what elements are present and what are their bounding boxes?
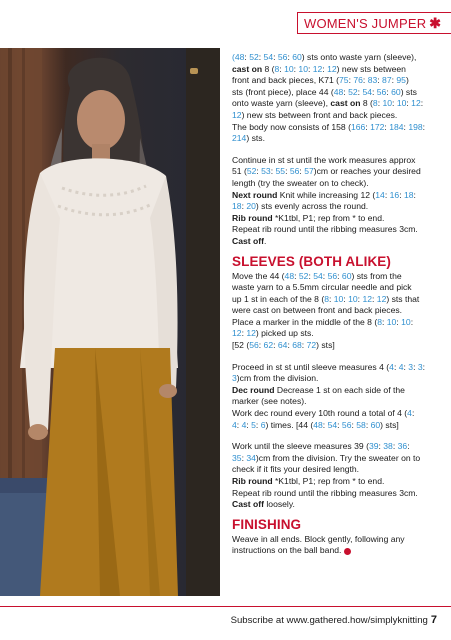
- text-run: front and back pieces, K71 (: [232, 75, 340, 86]
- text-run: :: [410, 316, 414, 327]
- size-number: 38: [383, 441, 393, 452]
- text-run: were cast on between front and back pieces.: [232, 305, 403, 316]
- text-run: :: [365, 121, 371, 132]
- size-number: 72: [306, 340, 317, 351]
- text-run: :: [293, 63, 299, 74]
- size-number: 64: [277, 340, 288, 351]
- text-run: *K1tbl, P1; rep from * to end.: [272, 476, 385, 486]
- size-number: 4: [389, 361, 394, 372]
- text-line: [232, 534, 438, 546]
- size-number: 48: [313, 419, 323, 430]
- size-number: 54: [362, 86, 372, 97]
- text-run: :: [357, 293, 363, 304]
- size-number: 54: [313, 270, 323, 281]
- text-run: :: [287, 52, 293, 62]
- text-run: Weave in all ends. Block gently, following any: [232, 533, 405, 544]
- text-line: [232, 453, 438, 465]
- text-run: ) picked up sts.: [255, 328, 314, 339]
- size-number: 4: [241, 419, 247, 430]
- size-number: 214: [232, 133, 247, 144]
- size-number: 10: [333, 293, 344, 304]
- size-number: 8: [324, 293, 329, 304]
- text-run: check if it fits your desired length.: [232, 464, 360, 475]
- size-number: 4: [407, 408, 412, 419]
- text-run: 8 (: [360, 98, 373, 109]
- text-run: Repeat rib round until the ribbing measures 3cm.: [232, 224, 418, 235]
- size-number: 54: [327, 419, 338, 430]
- page-number: 7: [430, 614, 437, 626]
- text-line: [232, 110, 438, 122]
- text-run: :: [413, 361, 418, 372]
- text-run: Proceed in st st until sleeve measures 4 (: [232, 361, 390, 372]
- size-number: 10: [284, 63, 294, 74]
- finishing-heading: FINISHING: [232, 516, 302, 532]
- text-run: The body now consists of 158 (: [232, 121, 351, 132]
- text-line: [232, 224, 438, 236]
- text-run: :: [299, 166, 305, 177]
- size-number: 56: [341, 419, 352, 430]
- text-run: :: [362, 75, 368, 86]
- text-line: [232, 178, 438, 190]
- asterisk-icon: ✱: [429, 14, 442, 31]
- size-number: 39: [368, 441, 379, 452]
- text-run: marker (see notes).: [232, 396, 307, 407]
- size-number: 3: [232, 373, 237, 384]
- size-number: 57: [304, 166, 314, 177]
- text-run: :: [399, 189, 404, 200]
- text-run: :: [386, 86, 392, 97]
- text-run: :: [258, 340, 264, 351]
- text-run: :: [322, 63, 328, 74]
- text-line: [232, 282, 438, 294]
- text-run: :: [343, 86, 349, 97]
- text-run: :: [270, 166, 276, 177]
- size-number: (48: [232, 52, 245, 62]
- text-run: :: [308, 270, 314, 281]
- size-number: 12: [376, 293, 387, 304]
- text-run: :: [403, 361, 409, 372]
- text-run: ) sts.: [246, 133, 265, 144]
- text-run: :: [348, 75, 354, 86]
- bold-term: Dec round: [232, 384, 275, 395]
- size-number: 60: [292, 52, 302, 62]
- text-run: :: [307, 63, 313, 74]
- text-run: :: [337, 419, 342, 430]
- size-number: 76: [353, 75, 363, 86]
- text-run: :: [256, 166, 262, 177]
- text-line: [232, 166, 438, 178]
- size-number: 10: [348, 293, 358, 304]
- text-run: :: [378, 441, 384, 452]
- text-line: [232, 75, 438, 87]
- text-run: Continue in st st until the work measures approx: [232, 154, 416, 165]
- size-number: 36: [397, 441, 408, 452]
- text-run: :: [372, 86, 377, 97]
- size-number: 56: [277, 52, 288, 62]
- text-run: ) sts: [400, 86, 417, 97]
- text-run: Repeat rib round until the ribbing measures 3cm.: [232, 487, 418, 498]
- size-number: 53: [261, 166, 271, 177]
- size-number: 52: [298, 270, 309, 281]
- text-line: [232, 52, 438, 64]
- size-number: 60: [391, 86, 401, 97]
- size-number: 35: [232, 452, 242, 463]
- size-number: 56: [376, 86, 387, 97]
- text-run: :: [322, 419, 328, 430]
- size-number: 56: [249, 340, 259, 351]
- paragraph-gap: [232, 145, 438, 155]
- text-run: up 1 st in each of the 8 (: [232, 293, 325, 304]
- size-number: 12: [232, 109, 242, 120]
- pattern-text-column: [232, 52, 438, 557]
- text-run: Place a marker in the middle of the 8 (: [232, 316, 378, 327]
- text-line: [232, 87, 438, 99]
- size-number: 83: [367, 75, 378, 86]
- size-number: 8: [372, 98, 378, 109]
- section-title: WOMEN'S JUMPER: [304, 15, 427, 31]
- size-number: 4: [398, 361, 404, 372]
- text-run: :: [384, 121, 390, 132]
- text-run: :: [246, 419, 252, 430]
- model-photo: [0, 48, 220, 596]
- bold-term: cast on: [330, 98, 361, 109]
- text-run: :: [372, 293, 377, 304]
- text-run: :: [392, 98, 397, 109]
- text-run: :: [413, 189, 416, 200]
- size-number: 75: [339, 75, 349, 86]
- size-number: 68: [292, 340, 302, 351]
- text-run: :: [392, 441, 398, 452]
- text-run: :: [377, 98, 383, 109]
- size-number: 18: [403, 189, 414, 200]
- text-line: [232, 362, 438, 374]
- size-number: 10: [401, 316, 411, 327]
- text-run: 51 (: [232, 166, 247, 177]
- text-run: .: [264, 235, 267, 246]
- text-run: ) sts from the: [351, 270, 402, 281]
- size-number: 52: [348, 86, 358, 97]
- text-run: :: [351, 419, 357, 430]
- size-number: 172: [370, 121, 385, 132]
- text-run: :: [241, 201, 247, 212]
- text-run: :: [279, 63, 285, 74]
- text-run: :: [422, 361, 426, 372]
- text-run: :: [382, 316, 387, 327]
- text-line: [232, 408, 438, 420]
- text-run: :: [273, 340, 278, 351]
- size-number: 3: [417, 361, 423, 372]
- text-run: Move the 44 (: [232, 270, 285, 281]
- size-number: 60: [370, 419, 381, 430]
- text-line: [232, 155, 438, 167]
- text-run: Knit while increasing 12 (: [277, 189, 376, 200]
- text-run: :: [422, 121, 426, 132]
- text-run: :: [365, 419, 371, 430]
- size-number: 58: [356, 419, 366, 430]
- size-number: 10: [382, 98, 393, 109]
- size-number: 12: [411, 98, 421, 109]
- text-line: [232, 213, 438, 225]
- text-line: [232, 385, 438, 397]
- text-run: :: [236, 419, 242, 430]
- text-line: [232, 373, 438, 385]
- text-run: Work dec round every 10th round a total of 4 (: [232, 408, 408, 419]
- text-run: :: [396, 316, 402, 327]
- size-number: 3: [408, 361, 414, 372]
- text-run: :: [411, 408, 415, 419]
- size-number: 52: [249, 52, 259, 62]
- size-number: 4: [232, 419, 237, 430]
- text-line: [232, 340, 438, 352]
- text-line: [232, 294, 438, 306]
- size-number: 6: [260, 419, 266, 430]
- text-run: :: [328, 293, 334, 304]
- text-run: )cm or reaches your desired: [313, 166, 421, 177]
- text-run: ) sts]: [380, 419, 399, 430]
- section-tag: [297, 12, 451, 34]
- text-run: instructions on the ball band.: [232, 545, 342, 556]
- text-line: [232, 488, 438, 500]
- text-run: ) sts evenly across the round.: [255, 201, 369, 212]
- text-run: *K1tbl, P1; rep from * to end.: [272, 212, 385, 223]
- size-number: 56: [289, 166, 300, 177]
- size-number: 12: [232, 328, 242, 339]
- text-run: :: [287, 340, 293, 351]
- text-line: [232, 122, 438, 134]
- text-run: :: [384, 189, 390, 200]
- text-run: :: [258, 52, 264, 62]
- text-run: :: [294, 270, 299, 281]
- text-line: [232, 317, 438, 329]
- paragraph-gap: [232, 431, 438, 441]
- text-line: [232, 271, 438, 283]
- text-run: :: [357, 86, 363, 97]
- text-line: [232, 98, 438, 110]
- text-run: waste yarn to a 5.5mm circular needle and pick: [232, 282, 412, 293]
- size-number: 12: [312, 63, 323, 74]
- bold-term: Rib round: [232, 476, 273, 486]
- size-number: 166: [350, 121, 366, 132]
- paragraph-gap: [232, 352, 438, 362]
- size-number: 55: [275, 166, 286, 177]
- text-run: Work until the sleeve measures 39 (: [232, 441, 369, 452]
- text-run: ) sts that: [386, 293, 420, 304]
- model-illustration: [0, 48, 220, 596]
- end-dot-icon: [344, 548, 351, 555]
- sleeves-heading: SLEEVES (BOTH ALIKE): [232, 253, 392, 269]
- size-number: 60: [341, 270, 352, 281]
- size-number: 198: [408, 121, 423, 132]
- text-run: :: [407, 441, 410, 452]
- text-line: [232, 396, 438, 408]
- text-run: :: [244, 52, 250, 62]
- size-number: 87: [382, 75, 392, 86]
- text-run: loosely.: [264, 499, 295, 510]
- size-number: 54: [263, 52, 274, 62]
- size-number: 10: [298, 63, 308, 74]
- text-run: :: [420, 98, 424, 109]
- text-run: ): [405, 75, 409, 86]
- text-line: [232, 190, 438, 202]
- text-run: )cm from the division.: [236, 373, 319, 384]
- text-line: [232, 420, 438, 432]
- text-run: [52 (: [232, 340, 250, 351]
- size-number: 12: [327, 63, 337, 74]
- size-number: 34: [246, 452, 256, 463]
- bold-term: Rib round: [232, 212, 273, 223]
- text-run: 8 (: [262, 63, 275, 74]
- footer: [231, 614, 437, 626]
- size-number: 16: [389, 189, 400, 200]
- size-number: 95: [396, 75, 406, 86]
- size-number: 10: [386, 316, 397, 327]
- text-run: ) sts onto waste yarn (sleeve),: [301, 52, 417, 62]
- text-run: :: [241, 328, 247, 339]
- text-run: :: [391, 75, 397, 86]
- text-line: [232, 133, 438, 145]
- text-run: :: [255, 419, 261, 430]
- text-line: [232, 441, 438, 453]
- bold-term: Cast off: [232, 499, 264, 510]
- size-number: 14: [375, 189, 385, 200]
- text-run: ) new sts between: [336, 63, 406, 74]
- size-number: 8: [377, 316, 382, 327]
- size-number: 8: [274, 63, 280, 74]
- bold-term: cast on: [232, 63, 263, 74]
- size-number: 184: [389, 121, 404, 132]
- subscribe-link[interactable]: Subscribe at www.gathered.how/simplyknitting: [230, 615, 428, 626]
- size-number: 52: [246, 166, 257, 177]
- size-number: 12: [362, 293, 373, 304]
- footer-rule: [0, 606, 451, 607]
- text-line: [232, 201, 438, 213]
- text-line: [232, 499, 438, 511]
- size-number: 48: [284, 270, 295, 281]
- size-number: 18: [232, 201, 242, 212]
- text-run: :: [403, 121, 409, 132]
- text-run: :: [343, 293, 349, 304]
- text-run: :: [406, 98, 412, 109]
- text-run: ) new sts between front and back pieces.: [241, 109, 398, 120]
- text-run: :: [393, 361, 399, 372]
- size-number: 56: [327, 270, 338, 281]
- text-run: ) times. [44 (: [265, 419, 314, 430]
- text-line: [232, 545, 438, 557]
- size-number: 10: [396, 98, 407, 109]
- size-number: 20: [246, 201, 256, 212]
- text-run: :: [322, 270, 328, 281]
- text-run: )cm from the division. Try the sweater on to: [255, 452, 421, 463]
- text-run: :: [273, 52, 278, 62]
- text-line: [232, 305, 438, 317]
- text-run: :: [241, 452, 247, 463]
- text-run: :: [377, 75, 383, 86]
- text-run: ) sts]: [316, 340, 335, 351]
- text-run: length (try the sweater on to check).: [232, 177, 369, 188]
- text-line: [232, 464, 438, 476]
- size-number: 48: [333, 86, 344, 97]
- text-run: :: [301, 340, 307, 351]
- text-line: [232, 64, 438, 76]
- text-line: [232, 476, 438, 488]
- bold-term: Cast off: [232, 235, 264, 246]
- text-line: [232, 236, 438, 248]
- size-number: 5: [251, 419, 256, 430]
- text-run: onto waste yarn (sleeve),: [232, 98, 331, 109]
- text-line: [232, 328, 438, 340]
- size-number: 12: [246, 328, 256, 339]
- text-run: :: [285, 166, 290, 177]
- text-run: :: [337, 270, 342, 281]
- text-run: sts (front piece), place 44 (: [232, 86, 334, 97]
- size-number: 62: [263, 340, 274, 351]
- text-run: Decrease 1 st on each side of the: [274, 384, 405, 395]
- bold-term: Next round: [232, 189, 278, 200]
